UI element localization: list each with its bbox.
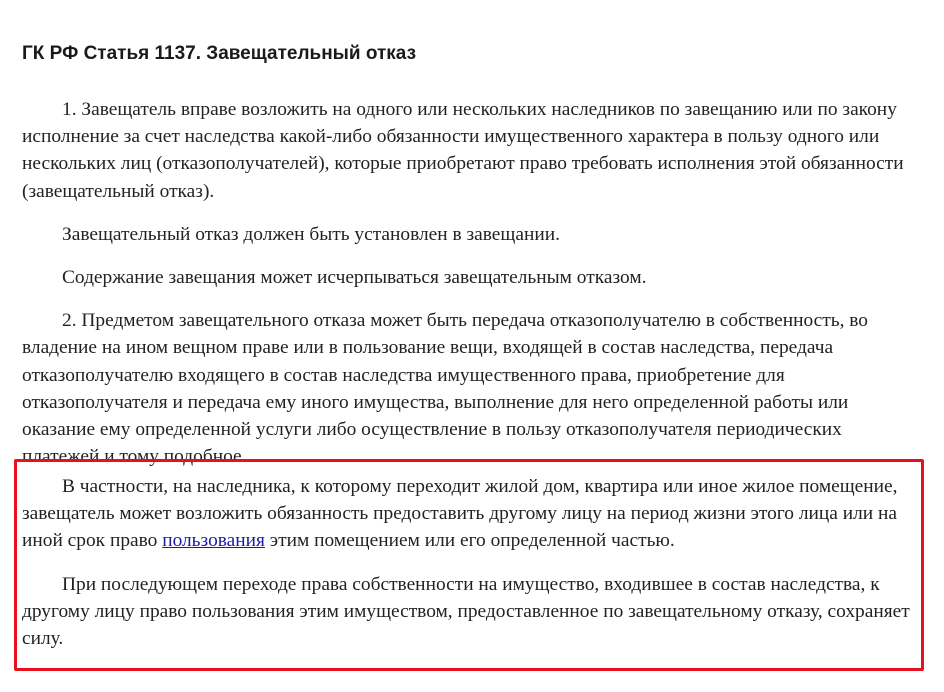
usage-right-link[interactable]: пользования: [162, 530, 265, 552]
article-title: ГК РФ Статья 1137. Завещательный отказ: [22, 43, 417, 64]
paragraph-4: 2. Предметом завещательного отказа может быть передача отказополучателю в собственность, во владение на ином вещном праве или в пользование вещи, входящей в состав наследства, передача отказополучателю входящего в состав наследства имущественного права, приобретение для отказополучателя и передача ему иного имущества, выполнение для него определенной работы или оказание ему определенной услуги либо осуществление в пользу отказополучателя периодических платежей и тому подобное.: [22, 310, 868, 468]
highlighted-paragraph-1-start: В частности, на наследника, к которому переходит жилой дом, квартира или иное жилое помещение, завещатель может возложить обязанность предоставить другому лицу на период жизни этого лица или на иной срок право: [22, 476, 898, 552]
paragraph-3: Содержание завещания может исчерпываться завещательным отказом.: [62, 267, 647, 289]
article-body: [22, 96, 922, 486]
highlighted-paragraph-1-end: этим помещением или его определенной частью.: [264, 530, 675, 552]
highlighted-section: [22, 473, 922, 668]
highlighted-paragraph-1: [22, 473, 922, 555]
paragraph-2: Завещательный отказ должен быть установлен в завещании.: [62, 223, 560, 245]
paragraph-1: 1. Завещатель вправе возложить на одного или нескольких наследников по завещанию или по закону исполнение за счет наследства какой-либо обязанности имущественного характера в пользу одного или нескольких лиц (отказополучателей), которые приобретают право требовать исполнения этой обязанности (завещательный отказ).: [22, 99, 904, 202]
highlighted-paragraph-2: При последующем переходе права собственности на имущество, входившее в состав наследства, к другому лицу право пользования этим имуществом, предоставленное по завещательному отказу, сохраняет силу.: [22, 573, 910, 650]
